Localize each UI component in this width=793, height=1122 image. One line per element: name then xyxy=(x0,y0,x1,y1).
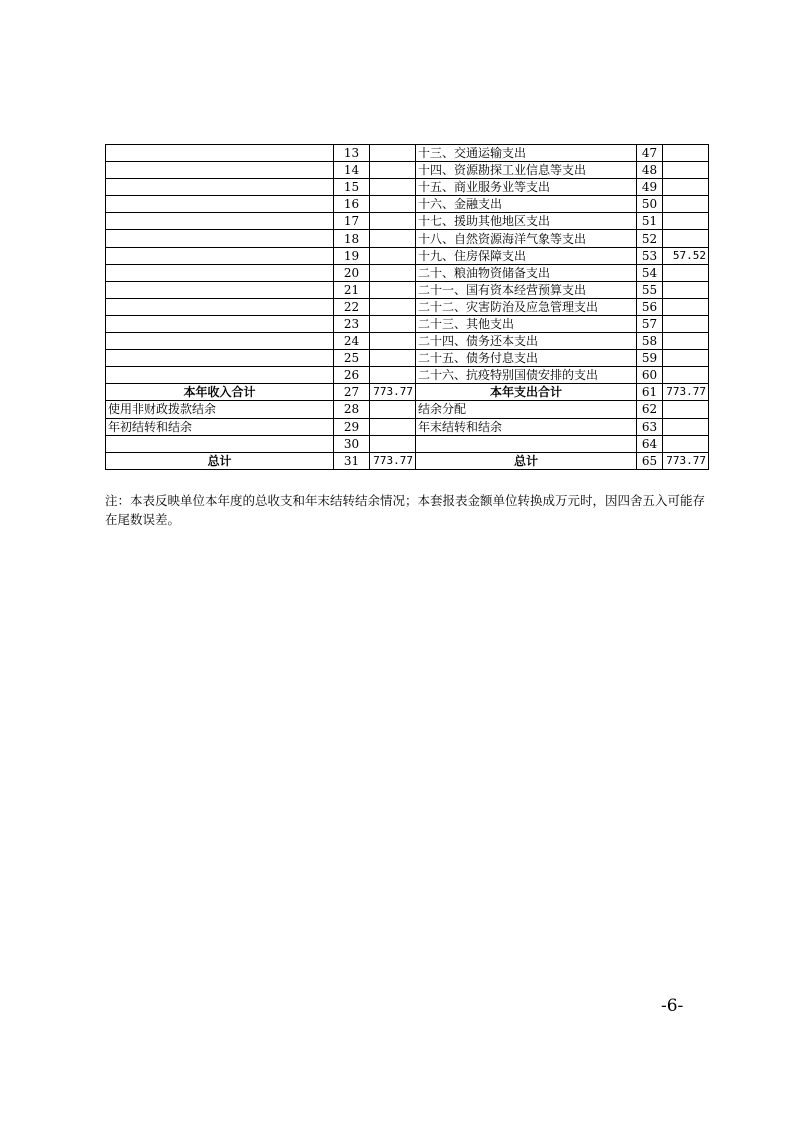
income-item-cell xyxy=(106,196,334,213)
income-amount-cell xyxy=(370,213,416,230)
page-number: -6- xyxy=(661,996,684,1016)
table-row xyxy=(106,333,709,350)
table-row xyxy=(106,179,709,196)
table-row xyxy=(106,418,709,435)
table-row xyxy=(106,213,709,230)
income-line-number-cell: 27 xyxy=(334,384,370,401)
income-item-cell xyxy=(106,367,334,384)
income-amount-cell xyxy=(370,333,416,350)
expense-line-number-cell: 64 xyxy=(637,435,663,452)
income-line-number-cell: 22 xyxy=(334,298,370,315)
expense-amount-cell xyxy=(663,333,709,350)
expense-item-cell: 十六、金融支出 xyxy=(416,196,637,213)
income-line-number-cell: 28 xyxy=(334,401,370,418)
income-amount-cell xyxy=(370,435,416,452)
expense-item-cell: 二十四、债务还本支出 xyxy=(416,333,637,350)
expense-item-cell xyxy=(416,435,637,452)
income-item-cell xyxy=(106,230,334,247)
expense-line-number-cell: 56 xyxy=(637,298,663,315)
expense-line-number-cell: 49 xyxy=(637,179,663,196)
income-amount-cell: 773.77 xyxy=(370,384,416,401)
income-item-cell xyxy=(106,350,334,367)
table-footnote: 注：本表反映单位本年度的总收支和年末结转结余情况；本套报表金额单位转换成万元时，因四舍五入可能存在尾数误差。 xyxy=(105,493,706,527)
income-line-number-cell: 23 xyxy=(334,315,370,332)
income-item-cell xyxy=(106,264,334,281)
expense-item-cell: 二十五、债务付息支出 xyxy=(416,350,637,367)
table-row xyxy=(106,145,709,162)
income-item-cell xyxy=(106,213,334,230)
income-expense-table xyxy=(105,144,709,470)
expense-line-number-cell: 55 xyxy=(637,281,663,298)
income-amount-cell: 773.77 xyxy=(370,452,416,469)
income-line-number-cell: 16 xyxy=(334,196,370,213)
income-item-cell xyxy=(106,315,334,332)
expense-line-number-cell: 57 xyxy=(637,315,663,332)
income-amount-cell xyxy=(370,418,416,435)
table-row xyxy=(106,264,709,281)
table-row xyxy=(106,384,709,401)
income-amount-cell xyxy=(370,196,416,213)
income-line-number-cell: 18 xyxy=(334,230,370,247)
expense-line-number-cell: 50 xyxy=(637,196,663,213)
expense-amount-cell xyxy=(663,401,709,418)
income-item-cell xyxy=(106,333,334,350)
income-item-cell xyxy=(106,435,334,452)
income-line-number-cell: 13 xyxy=(334,145,370,162)
income-item-cell xyxy=(106,145,334,162)
income-line-number-cell: 14 xyxy=(334,162,370,179)
expense-item-cell: 十八、自然资源海洋气象等支出 xyxy=(416,230,637,247)
expense-amount-cell xyxy=(663,196,709,213)
income-line-number-cell: 21 xyxy=(334,281,370,298)
table-row xyxy=(106,247,709,264)
income-amount-cell xyxy=(370,281,416,298)
expense-amount-cell xyxy=(663,162,709,179)
expense-line-number-cell: 54 xyxy=(637,264,663,281)
table-row xyxy=(106,452,709,469)
income-item-cell: 使用非财政拨款结余 xyxy=(106,401,334,418)
expense-item-cell: 十四、资源勘探工业信息等支出 xyxy=(416,162,637,179)
expense-item-cell: 十三、交通运输支出 xyxy=(416,145,637,162)
expense-amount-cell xyxy=(663,315,709,332)
income-line-number-cell: 20 xyxy=(334,264,370,281)
expense-line-number-cell: 47 xyxy=(637,145,663,162)
expense-line-number-cell: 60 xyxy=(637,367,663,384)
table-row xyxy=(106,298,709,315)
expense-item-cell: 二十六、抗疫特别国债安排的支出 xyxy=(416,367,637,384)
table-row xyxy=(106,196,709,213)
income-line-number-cell: 29 xyxy=(334,418,370,435)
income-line-number-cell: 17 xyxy=(334,213,370,230)
expense-line-number-cell: 53 xyxy=(637,247,663,264)
income-amount-cell xyxy=(370,264,416,281)
expense-item-cell: 年末结转和结余 xyxy=(416,418,637,435)
table-body xyxy=(106,145,709,470)
income-item-cell: 总计 xyxy=(106,452,334,469)
expense-amount-cell xyxy=(663,145,709,162)
income-line-number-cell: 24 xyxy=(334,333,370,350)
table-row xyxy=(106,435,709,452)
expense-item-cell: 二十三、其他支出 xyxy=(416,315,637,332)
expense-item-cell: 十五、商业服务业等支出 xyxy=(416,179,637,196)
table-row xyxy=(106,162,709,179)
expense-amount-cell xyxy=(663,418,709,435)
expense-line-number-cell: 63 xyxy=(637,418,663,435)
income-amount-cell xyxy=(370,162,416,179)
income-amount-cell xyxy=(370,315,416,332)
income-item-cell: 年初结转和结余 xyxy=(106,418,334,435)
expense-amount-cell xyxy=(663,281,709,298)
income-item-cell xyxy=(106,281,334,298)
income-item-cell xyxy=(106,298,334,315)
income-line-number-cell: 19 xyxy=(334,247,370,264)
income-amount-cell xyxy=(370,145,416,162)
expense-amount-cell xyxy=(663,264,709,281)
expense-amount-cell: 773.77 xyxy=(663,452,709,469)
income-line-number-cell: 25 xyxy=(334,350,370,367)
expense-line-number-cell: 58 xyxy=(637,333,663,350)
income-amount-cell xyxy=(370,179,416,196)
income-amount-cell xyxy=(370,367,416,384)
table-row xyxy=(106,401,709,418)
income-amount-cell xyxy=(370,401,416,418)
expense-line-number-cell: 52 xyxy=(637,230,663,247)
income-line-number-cell: 30 xyxy=(334,435,370,452)
expense-amount-cell: 57.52 xyxy=(663,247,709,264)
expense-line-number-cell: 51 xyxy=(637,213,663,230)
expense-amount-cell xyxy=(663,298,709,315)
budget-table-container xyxy=(105,144,709,470)
expense-item-cell: 二十、粮油物资储备支出 xyxy=(416,264,637,281)
table-row xyxy=(106,281,709,298)
expense-amount-cell xyxy=(663,435,709,452)
table-row xyxy=(106,350,709,367)
expense-amount-cell xyxy=(663,179,709,196)
expense-amount-cell xyxy=(663,350,709,367)
table-row xyxy=(106,230,709,247)
expense-line-number-cell: 61 xyxy=(637,384,663,401)
income-item-cell xyxy=(106,162,334,179)
income-amount-cell xyxy=(370,230,416,247)
expense-item-cell: 十九、住房保障支出 xyxy=(416,247,637,264)
expense-amount-cell: 773.77 xyxy=(663,384,709,401)
expense-item-cell: 结余分配 xyxy=(416,401,637,418)
expense-line-number-cell: 65 xyxy=(637,452,663,469)
income-amount-cell xyxy=(370,298,416,315)
expense-amount-cell xyxy=(663,213,709,230)
expense-item-cell: 二十二、灾害防治及应急管理支出 xyxy=(416,298,637,315)
table-row xyxy=(106,367,709,384)
income-line-number-cell: 15 xyxy=(334,179,370,196)
expense-line-number-cell: 48 xyxy=(637,162,663,179)
expense-line-number-cell: 59 xyxy=(637,350,663,367)
income-amount-cell xyxy=(370,247,416,264)
expense-amount-cell xyxy=(663,367,709,384)
expense-item-cell: 二十一、国有资本经营预算支出 xyxy=(416,281,637,298)
income-amount-cell xyxy=(370,350,416,367)
expense-amount-cell xyxy=(663,230,709,247)
expense-item-cell: 十七、援助其他地区支出 xyxy=(416,213,637,230)
table-row xyxy=(106,315,709,332)
expense-item-cell: 总计 xyxy=(416,452,637,469)
income-item-cell xyxy=(106,179,334,196)
income-line-number-cell: 31 xyxy=(334,452,370,469)
expense-line-number-cell: 62 xyxy=(637,401,663,418)
income-line-number-cell: 26 xyxy=(334,367,370,384)
income-item-cell: 本年收入合计 xyxy=(106,384,334,401)
income-item-cell xyxy=(106,247,334,264)
expense-item-cell: 本年支出合计 xyxy=(416,384,637,401)
